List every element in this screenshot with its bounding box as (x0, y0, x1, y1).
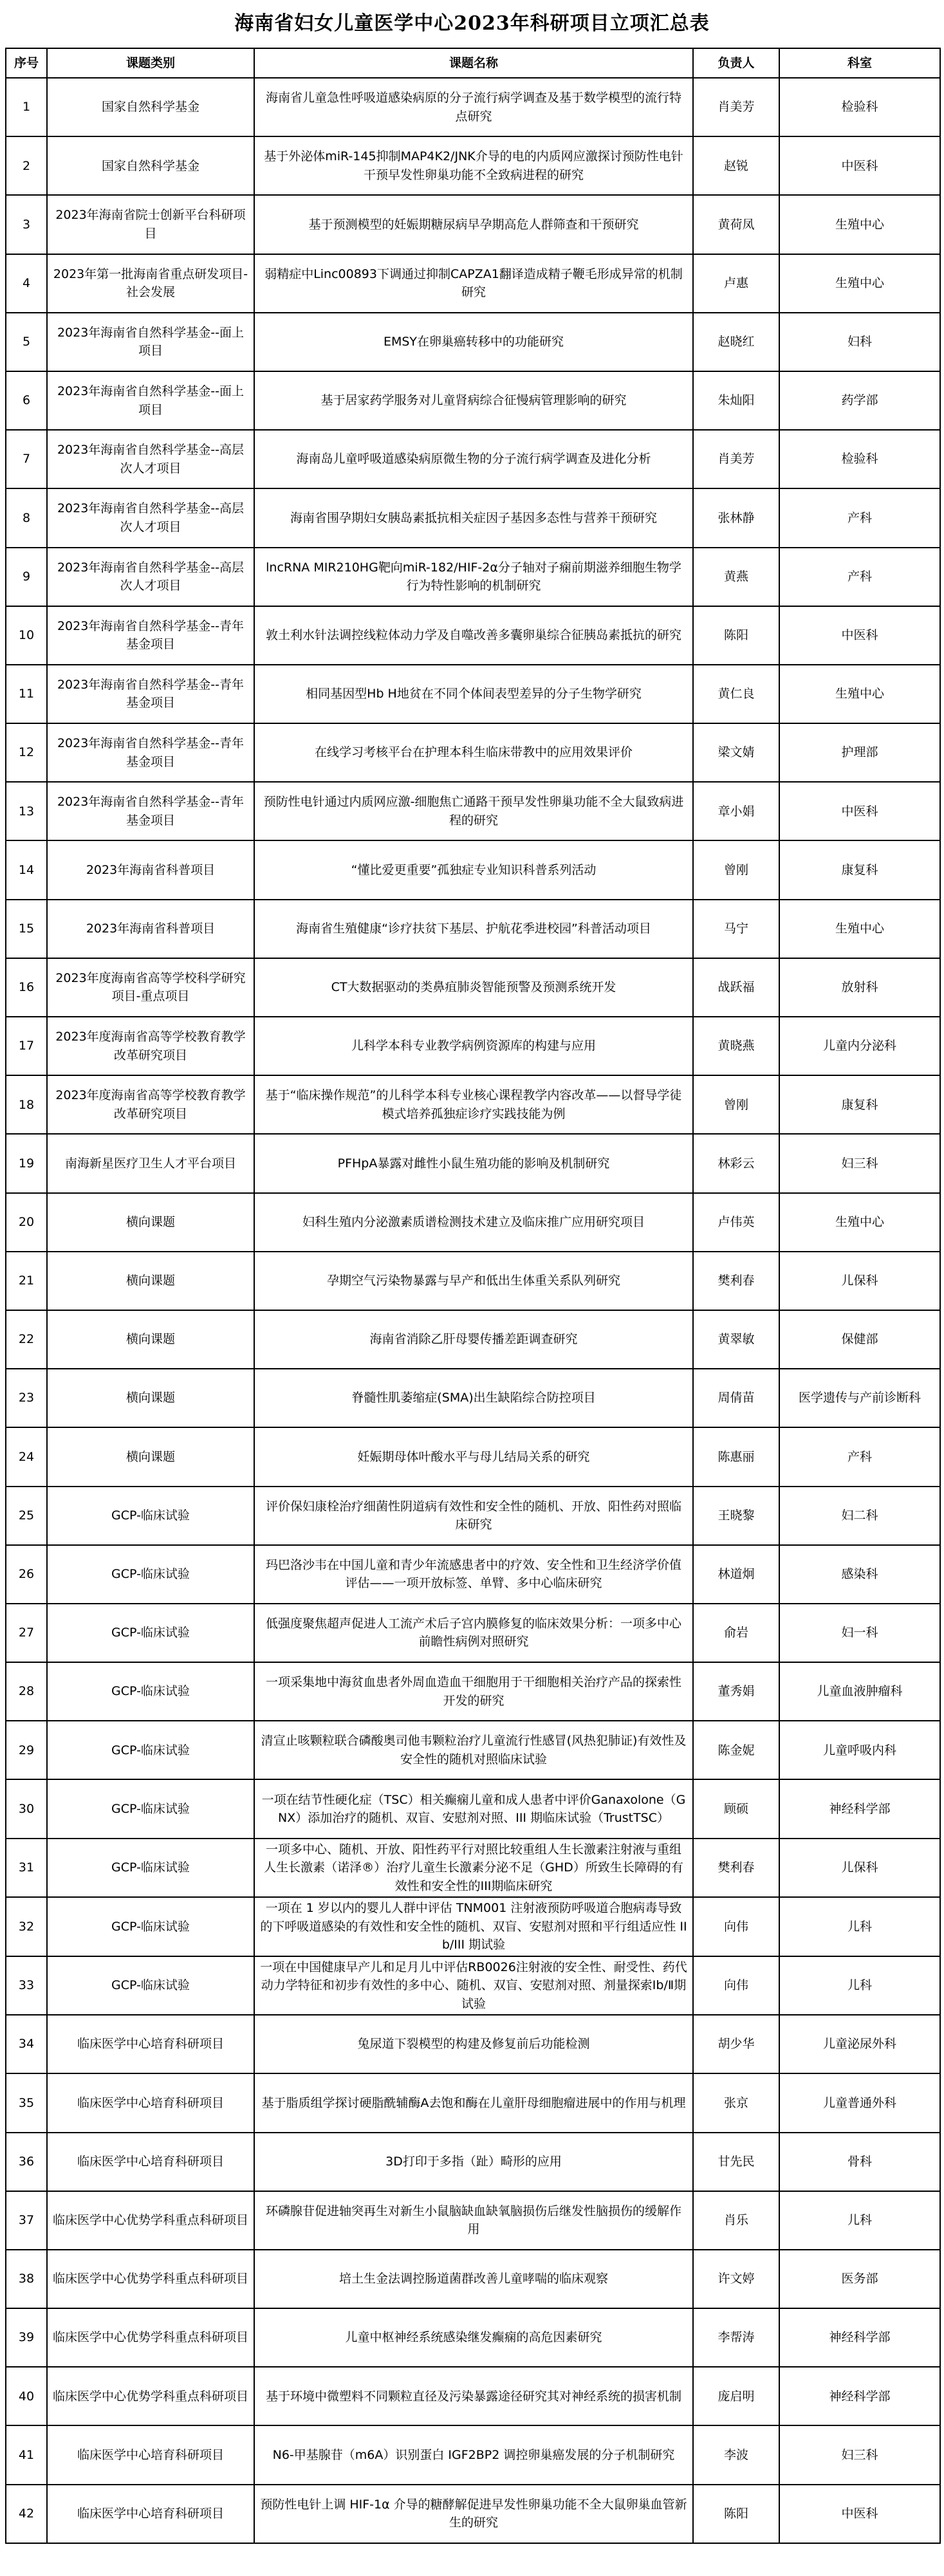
row-index: 3 (6, 195, 47, 254)
row-category: 2023年海南省自然科学基金--青年基金项目 (47, 782, 254, 840)
row-project-name: 一项采集地中海贫血患者外周血造血干细胞用于干细胞相关治疗产品的探索性开发的研究 (254, 1662, 693, 1721)
row-category: GCP-临床试验 (47, 1487, 254, 1545)
row-category: 2023年海南省自然科学基金--面上项目 (47, 371, 254, 430)
row-person-in-charge: 梁文婧 (693, 723, 779, 782)
row-index: 1 (6, 78, 47, 136)
row-department: 产科 (779, 1427, 940, 1486)
table-row (6, 548, 940, 606)
row-project-name: 敦土利水针法调控线粒体动力学及自噬改善多囊卵巢综合征胰岛素抵抗的研究 (254, 606, 693, 665)
row-index: 8 (6, 488, 47, 547)
row-category: 2023年海南省自然科学基金--高层次人才项目 (47, 488, 254, 547)
table-row (6, 195, 940, 254)
row-project-name: 一项在结节性硬化症（TSC）相关癫痫儿童和成人患者中评价Ganaxolone（GNX）添加治疗的随机、双盲、安慰剂对照、III 期临床试验（TrustTSC） (254, 1779, 693, 1838)
row-project-name: 妇科生殖内分泌激素质谱检测技术建立及临床推广应用研究项目 (254, 1193, 693, 1252)
row-project-name: 海南省消除乙肝母婴传播差距调查研究 (254, 1310, 693, 1369)
row-index: 29 (6, 1721, 47, 1779)
row-index: 30 (6, 1779, 47, 1838)
table-row (6, 2073, 940, 2132)
row-category: 横向课题 (47, 1310, 254, 1369)
table-row (6, 606, 940, 665)
row-project-name: 一项在中国健康早产儿和足月儿中评估RB0026注射液的安全性、耐受性、药代动力学特征和初步有效性的多中心、随机、双盲、安慰剂对照、剂量探索Ⅰb/Ⅱ期试验 (254, 1956, 693, 2015)
row-person-in-charge: 张京 (693, 2073, 779, 2132)
row-project-name: 基于居家药学服务对儿童肾病综合征慢病管理影响的研究 (254, 371, 693, 430)
row-index: 15 (6, 900, 47, 958)
row-category: 临床医学中心优势学科重点科研项目 (47, 2250, 254, 2308)
table-row (6, 2367, 940, 2425)
row-person-in-charge: 卢惠 (693, 254, 779, 313)
row-category: 2023年海南省科普项目 (47, 900, 254, 958)
row-category: GCP-临床试验 (47, 1662, 254, 1721)
row-person-in-charge: 甘先民 (693, 2133, 779, 2191)
row-project-name: 基于环境中微塑料不同颗粒直径及污染暴露途径研究其对神经系统的损害机制 (254, 2367, 693, 2425)
row-department: 妇三科 (779, 2425, 940, 2484)
row-project-name: 孕期空气污染物暴露与早产和低出生体重关系队列研究 (254, 1252, 693, 1310)
row-project-name: 儿童中枢神经系统感染继发癫痫的高危因素研究 (254, 2308, 693, 2367)
row-department: 儿童内分泌科 (779, 1017, 940, 1075)
table-row (6, 900, 940, 958)
row-person-in-charge: 庞启明 (693, 2367, 779, 2425)
row-index: 5 (6, 313, 47, 371)
header-person-in-charge: 负责人 (693, 48, 779, 78)
row-department: 中医科 (779, 136, 940, 195)
row-project-name: 预防性电针通过内质网应激-细胞焦亡通路干预早发性卵巢功能不全大鼠致病进程的研究 (254, 782, 693, 840)
row-index: 10 (6, 606, 47, 665)
row-index: 34 (6, 2015, 47, 2073)
row-department: 儿科 (779, 1897, 940, 1956)
row-department: 护理部 (779, 723, 940, 782)
row-index: 11 (6, 665, 47, 723)
row-department: 中医科 (779, 2485, 940, 2543)
row-category: GCP-临床试验 (47, 1721, 254, 1779)
row-category: 2023年海南省自然科学基金--青年基金项目 (47, 606, 254, 665)
row-category: 2023年海南省科普项目 (47, 840, 254, 899)
row-project-name: 海南省围孕期妇女胰岛素抵抗相关症因子基因多态性与营养干预研究 (254, 488, 693, 547)
row-category: 临床医学中心优势学科重点科研项目 (47, 2308, 254, 2367)
row-project-name: 海南岛儿童呼吸道感染病原微生物的分子流行病学调查及进化分析 (254, 430, 693, 488)
table-row (6, 2485, 940, 2543)
row-department: 儿童普通外科 (779, 2073, 940, 2132)
row-department: 妇二科 (779, 1487, 940, 1545)
row-project-name: 在线学习考核平台在护理本科生临床带教中的应用效果评价 (254, 723, 693, 782)
row-category: 临床医学中心培育科研项目 (47, 2073, 254, 2132)
row-department: 放射科 (779, 958, 940, 1017)
row-project-name: 培土生金法调控肠道菌群改善儿童哮喘的临床观察 (254, 2250, 693, 2308)
row-person-in-charge: 林道炯 (693, 1545, 779, 1604)
row-index: 39 (6, 2308, 47, 2367)
row-index: 36 (6, 2133, 47, 2191)
row-category: GCP-临床试验 (47, 1604, 254, 1662)
row-department: 儿科 (779, 1956, 940, 2015)
row-department: 生殖中心 (779, 665, 940, 723)
row-department: 药学部 (779, 371, 940, 430)
row-person-in-charge: 樊利春 (693, 1839, 779, 1898)
row-department: 骨科 (779, 2133, 940, 2191)
row-department: 生殖中心 (779, 254, 940, 313)
table-row (6, 1193, 940, 1252)
row-category: 2023年度海南省高等学校教育教学改革研究项目 (47, 1075, 254, 1134)
row-person-in-charge: 赵锐 (693, 136, 779, 195)
row-project-name: EMSY在卵巢癌转移中的功能研究 (254, 313, 693, 371)
row-department: 产科 (779, 548, 940, 606)
row-project-name: 脊髓性肌萎缩症(SMA)出生缺陷综合防控项目 (254, 1369, 693, 1427)
row-index: 31 (6, 1839, 47, 1898)
row-index: 9 (6, 548, 47, 606)
table-row (6, 1604, 940, 1662)
row-index: 14 (6, 840, 47, 899)
row-category: 国家自然科学基金 (47, 136, 254, 195)
row-project-name: lncRNA MIR210HG靶向miR-182/HIF-2α分子轴对子痫前期滋养细胞生物学行为特性影响的机制研究 (254, 548, 693, 606)
row-category: 临床医学中心培育科研项目 (47, 2485, 254, 2543)
table-row (6, 78, 940, 136)
row-person-in-charge: 胡少华 (693, 2015, 779, 2073)
row-project-name: 评价保妇康栓治疗细菌性阴道病有效性和安全性的随机、开放、阳性药对照临床研究 (254, 1487, 693, 1545)
table-row (6, 1427, 940, 1486)
row-category: 2023年度海南省高等学校教育教学改革研究项目 (47, 1017, 254, 1075)
document-title: 海南省妇女儿童医学中心2023年科研项目立项汇总表 (234, 12, 710, 35)
row-department: 生殖中心 (779, 1193, 940, 1252)
row-project-name: 基于预测模型的妊娠期糖尿病早孕期高危人群筛查和干预研究 (254, 195, 693, 254)
row-category: GCP-临床试验 (47, 1956, 254, 2015)
row-category: 横向课题 (47, 1427, 254, 1486)
row-index: 12 (6, 723, 47, 782)
row-department: 检验科 (779, 430, 940, 488)
row-person-in-charge: 马宁 (693, 900, 779, 958)
row-department: 生殖中心 (779, 195, 940, 254)
header-index: 序号 (6, 48, 47, 78)
row-person-in-charge: 李帮涛 (693, 2308, 779, 2367)
row-department: 康复科 (779, 840, 940, 899)
table-row (6, 254, 940, 313)
row-department: 产科 (779, 488, 940, 547)
row-department: 妇一科 (779, 1604, 940, 1662)
row-person-in-charge: 王晓黎 (693, 1487, 779, 1545)
row-index: 28 (6, 1662, 47, 1721)
table-row (6, 1545, 940, 1604)
table-row (6, 1075, 940, 1134)
row-person-in-charge: 陈阳 (693, 2485, 779, 2543)
row-index: 19 (6, 1134, 47, 1192)
row-department: 儿童呼吸内科 (779, 1721, 940, 1779)
row-person-in-charge: 樊利春 (693, 1252, 779, 1310)
table-row (6, 2191, 940, 2250)
table-row (6, 1839, 940, 1898)
row-department: 医学遗传与产前诊断科 (779, 1369, 940, 1427)
row-category: 2023年海南省院士创新平台科研项目 (47, 195, 254, 254)
table-row (6, 313, 940, 371)
row-category: 横向课题 (47, 1193, 254, 1252)
row-person-in-charge: 黄仁良 (693, 665, 779, 723)
row-project-name: 海南省儿童急性呼吸道感染病原的分子流行病学调查及基于数学模型的流行特点研究 (254, 78, 693, 136)
row-category: 2023年海南省自然科学基金--高层次人才项目 (47, 430, 254, 488)
row-index: 6 (6, 371, 47, 430)
table-row (6, 488, 940, 547)
row-project-name: 一项多中心、随机、开放、阳性药平行对照比较重组人生长激素注射液与重组人生长激素（诺泽®）治疗儿童生长激素分泌不足（GHD）所致生长障碍的有效性和安全性的III期临床研究 (254, 1839, 693, 1898)
header-category: 课题类别 (47, 48, 254, 78)
row-category: 横向课题 (47, 1369, 254, 1427)
row-category: 横向课题 (47, 1252, 254, 1310)
table-row (6, 2308, 940, 2367)
table-row (6, 1487, 940, 1545)
row-department: 妇科 (779, 313, 940, 371)
row-project-name: PFHpA暴露对雌性小鼠生殖功能的影响及机制研究 (254, 1134, 693, 1192)
row-person-in-charge: 向伟 (693, 1956, 779, 2015)
row-person-in-charge: 章小娟 (693, 782, 779, 840)
row-index: 20 (6, 1193, 47, 1252)
table-row (6, 1310, 940, 1369)
row-category: GCP-临床试验 (47, 1897, 254, 1956)
row-department: 儿童泌尿外科 (779, 2015, 940, 2073)
row-category: 临床医学中心优势学科重点科研项目 (47, 2191, 254, 2250)
row-category: 2023年第一批海南省重点研发项目-社会发展 (47, 254, 254, 313)
table-row (6, 1897, 940, 1956)
table-row (6, 2133, 940, 2191)
row-person-in-charge: 周倩苗 (693, 1369, 779, 1427)
row-index: 18 (6, 1075, 47, 1134)
row-index: 22 (6, 1310, 47, 1369)
row-index: 21 (6, 1252, 47, 1310)
row-project-name: “懂比爱更重要”孤独症专业知识科普系列活动 (254, 840, 693, 899)
table-row (6, 1779, 940, 1838)
row-person-in-charge: 曾刚 (693, 1075, 779, 1134)
row-index: 13 (6, 782, 47, 840)
row-person-in-charge: 肖乐 (693, 2191, 779, 2250)
row-person-in-charge: 朱灿阳 (693, 371, 779, 430)
table-row (6, 958, 940, 1017)
row-department: 感染科 (779, 1545, 940, 1604)
project-table (5, 48, 941, 2544)
table-row (6, 1369, 940, 1427)
table-body (6, 78, 940, 2543)
row-project-name: 基于外泌体miR-145抑制MAP4K2/JNK介导的电的内质网应激探讨预防性电针干预早发性卵巢功能不全致病进程的研究 (254, 136, 693, 195)
row-index: 25 (6, 1487, 47, 1545)
row-person-in-charge: 肖美芳 (693, 78, 779, 136)
row-project-name: 一项在 1 岁以内的婴儿人群中评估 TNM001 注射液预防呼吸道合胞病毒导致的下呼吸道感染的有效性和安全性的随机、双盲、安慰剂对照和平行组适应性 IIb/III 期试验 (254, 1897, 693, 1956)
row-category: 临床医学中心优势学科重点科研项目 (47, 2367, 254, 2425)
row-index: 27 (6, 1604, 47, 1662)
row-index: 23 (6, 1369, 47, 1427)
row-department: 妇三科 (779, 1134, 940, 1192)
row-person-in-charge: 顾硕 (693, 1779, 779, 1838)
row-department: 儿科 (779, 2191, 940, 2250)
table-row (6, 430, 940, 488)
row-category: 国家自然科学基金 (47, 78, 254, 136)
row-category: 2023年海南省自然科学基金--面上项目 (47, 313, 254, 371)
row-department: 神经科学部 (779, 1779, 940, 1838)
row-person-in-charge: 张林静 (693, 488, 779, 547)
row-project-name: 玛巴洛沙韦在中国儿童和青少年流感患者中的疗效、安全性和卫生经济学价值评估——一项开放标签、单臂、多中心临床研究 (254, 1545, 693, 1604)
row-project-name: 弱精症中Linc00893下调通过抑制CAPZA1翻译造成精子鞭毛形成异常的机制研究 (254, 254, 693, 313)
table-row (6, 1252, 940, 1310)
row-index: 16 (6, 958, 47, 1017)
row-category: GCP-临床试验 (47, 1779, 254, 1838)
row-project-name: 兔尿道下裂模型的构建及修复前后功能检测 (254, 2015, 693, 2073)
row-category: 2023年海南省自然科学基金--青年基金项目 (47, 723, 254, 782)
row-project-name: 儿科学本科专业教学病例资源库的构建与应用 (254, 1017, 693, 1075)
row-person-in-charge: 董秀娟 (693, 1662, 779, 1721)
row-index: 35 (6, 2073, 47, 2132)
row-index: 7 (6, 430, 47, 488)
row-department: 康复科 (779, 1075, 940, 1134)
header-project-name: 课题名称 (254, 48, 693, 78)
row-person-in-charge: 黄燕 (693, 548, 779, 606)
row-person-in-charge: 黄晓燕 (693, 1017, 779, 1075)
row-project-name: 海南省生殖健康“诊疗扶贫下基层、护航花季进校园”科普活动项目 (254, 900, 693, 958)
row-index: 40 (6, 2367, 47, 2425)
row-project-name: 基于“临床操作规范”的儿科学本科专业核心课程教学内容改革——以督导学徒模式培养孤独症诊疗实践技能为例 (254, 1075, 693, 1134)
row-project-name: 清宣止咳颗粒联合磷酸奥司他韦颗粒治疗儿童流行性感冒(风热犯肺证)有效性及安全性的随机对照临床试验 (254, 1721, 693, 1779)
table-row (6, 665, 940, 723)
row-project-name: 低强度聚焦超声促进人工流产术后子宫内膜修复的临床效果分析：一项多中心前瞻性病例对照研究 (254, 1604, 693, 1662)
row-index: 33 (6, 1956, 47, 2015)
row-category: 临床医学中心培育科研项目 (47, 2133, 254, 2191)
row-person-in-charge: 黄翠敏 (693, 1310, 779, 1369)
row-index: 2 (6, 136, 47, 195)
row-person-in-charge: 黄荷凤 (693, 195, 779, 254)
row-person-in-charge: 许文婷 (693, 2250, 779, 2308)
row-department: 儿保科 (779, 1839, 940, 1898)
row-index: 4 (6, 254, 47, 313)
row-category: 临床医学中心培育科研项目 (47, 2015, 254, 2073)
row-person-in-charge: 李波 (693, 2425, 779, 2484)
row-project-name: 相同基因型Hb H地贫在不同个体间表型差异的分子生物学研究 (254, 665, 693, 723)
row-project-name: 基于脂质组学探讨硬脂酰辅酶A去饱和酶在儿童肝母细胞瘤进展中的作用与机理 (254, 2073, 693, 2132)
table-row (6, 1956, 940, 2015)
row-person-in-charge: 赵晓红 (693, 313, 779, 371)
row-person-in-charge: 陈金妮 (693, 1721, 779, 1779)
row-department: 儿保科 (779, 1252, 940, 1310)
row-department: 神经科学部 (779, 2308, 940, 2367)
row-index: 32 (6, 1897, 47, 1956)
row-category: GCP-临床试验 (47, 1545, 254, 1604)
table-row (6, 1721, 940, 1779)
row-index: 41 (6, 2425, 47, 2484)
row-project-name: 环磷腺苷促进轴突再生对新生小鼠脑缺血缺氧脑损伤后继发性脑损伤的缓解作用 (254, 2191, 693, 2250)
table-row (6, 723, 940, 782)
row-person-in-charge: 林彩云 (693, 1134, 779, 1192)
row-project-name: 3D打印于多指（趾）畸形的应用 (254, 2133, 693, 2191)
table-row (6, 840, 940, 899)
row-person-in-charge: 肖美芳 (693, 430, 779, 488)
row-person-in-charge: 曾刚 (693, 840, 779, 899)
row-category: 临床医学中心培育科研项目 (47, 2425, 254, 2484)
row-person-in-charge: 战跃福 (693, 958, 779, 1017)
table-row (6, 1134, 940, 1192)
table-row (6, 782, 940, 840)
row-department: 儿童血液肿瘤科 (779, 1662, 940, 1721)
row-department: 检验科 (779, 78, 940, 136)
table-row (6, 2425, 940, 2484)
header-department: 科室 (779, 48, 940, 78)
row-project-name: CT大数据驱动的类鼻疽肺炎智能预警及预测系统开发 (254, 958, 693, 1017)
row-index: 42 (6, 2485, 47, 2543)
row-index: 26 (6, 1545, 47, 1604)
row-department: 中医科 (779, 782, 940, 840)
row-category: 南海新星医疗卫生人才平台项目 (47, 1134, 254, 1192)
row-person-in-charge: 俞岩 (693, 1604, 779, 1662)
row-department: 中医科 (779, 606, 940, 665)
table-header-row (6, 48, 940, 78)
row-department: 保健部 (779, 1310, 940, 1369)
row-category: GCP-临床试验 (47, 1839, 254, 1898)
row-department: 神经科学部 (779, 2367, 940, 2425)
table-row (6, 2250, 940, 2308)
row-index: 38 (6, 2250, 47, 2308)
table-row (6, 2015, 940, 2073)
row-person-in-charge: 陈惠丽 (693, 1427, 779, 1486)
row-index: 17 (6, 1017, 47, 1075)
row-person-in-charge: 向伟 (693, 1897, 779, 1956)
row-person-in-charge: 卢伟英 (693, 1193, 779, 1252)
row-project-name: 妊娠期母体叶酸水平与母儿结局关系的研究 (254, 1427, 693, 1486)
table-row (6, 136, 940, 195)
table-row (6, 371, 940, 430)
row-department: 生殖中心 (779, 900, 940, 958)
table-row (6, 1662, 940, 1721)
row-category: 2023年度海南省高等学校科学研究项目-重点项目 (47, 958, 254, 1017)
row-index: 37 (6, 2191, 47, 2250)
row-category: 2023年海南省自然科学基金--青年基金项目 (47, 665, 254, 723)
row-project-name: 预防性电针上调 HIF-1α 介导的糖酵解促进早发性卵巢功能不全大鼠卵巢血管新生的研究 (254, 2485, 693, 2543)
row-department: 医务部 (779, 2250, 940, 2308)
row-index: 24 (6, 1427, 47, 1486)
row-person-in-charge: 陈阳 (693, 606, 779, 665)
table-row (6, 1017, 940, 1075)
row-project-name: N6-甲基腺苷（m6A）识别蛋白 IGF2BP2 调控卵巢癌发展的分子机制研究 (254, 2425, 693, 2484)
row-category: 2023年海南省自然科学基金--高层次人才项目 (47, 548, 254, 606)
